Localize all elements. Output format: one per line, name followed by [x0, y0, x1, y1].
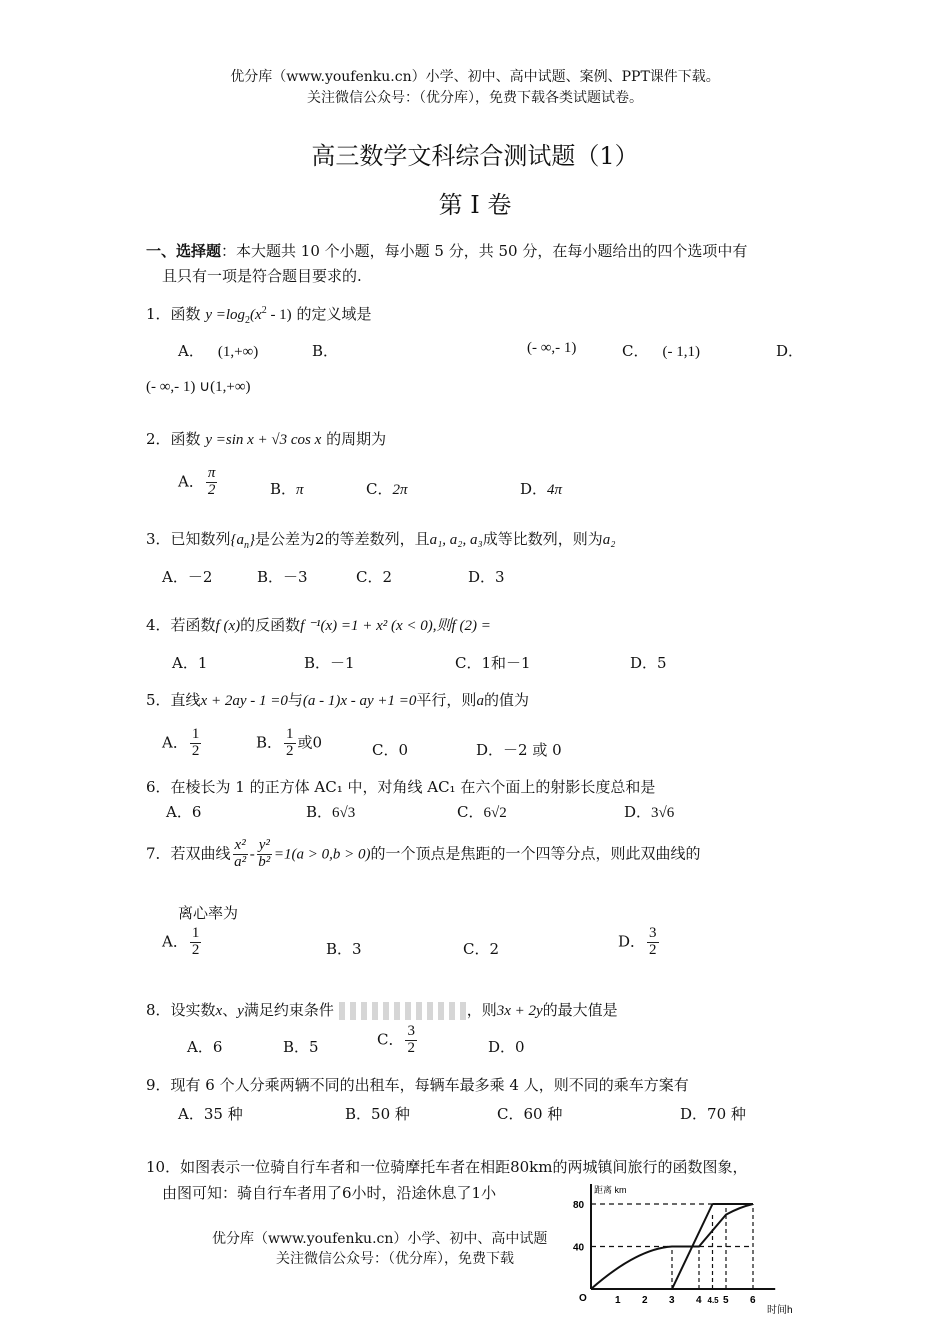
- q5-option-b[interactable]: B． $\frac{1}{2}$ 或0: [256, 726, 323, 759]
- header-line-2: 关注微信公众号：（优分库），免费下载各类试题试卷。: [307, 90, 643, 106]
- question-10-line-2: 由图可知：骑自行车者用了6小时，沿途休息了1小: [162, 1184, 497, 1202]
- x-tick-label: 4.5: [707, 1296, 719, 1305]
- x-tick-label: 2: [642, 1295, 648, 1306]
- q1-expr3: - 1): [266, 307, 292, 323]
- x-tick-label: 4: [696, 1295, 702, 1306]
- q1-option-a[interactable]: A． (1,+∞): [178, 342, 259, 360]
- footer-line-2: 关注微信公众号：（优分库），免费下载: [276, 1251, 514, 1267]
- q2-option-d[interactable]: D．4π: [520, 480, 563, 498]
- q6-option-b[interactable]: B．6√3: [306, 803, 356, 821]
- q9-option-c[interactable]: C．60 种: [497, 1105, 563, 1123]
- question-1: [146, 303, 371, 326]
- q3-option-c[interactable]: C．2: [356, 568, 393, 586]
- q9-option-a[interactable]: A．35 种: [178, 1105, 243, 1123]
- q1-tail: 的定义域是: [296, 305, 372, 323]
- q2-option-b[interactable]: B．π: [270, 480, 304, 498]
- footer-line-1: 优分库（www.youfenku.cn）小学、初中、高中试题: [212, 1231, 548, 1247]
- q1-option-b[interactable]: B．: [312, 342, 339, 360]
- q8-option-d[interactable]: D．0: [488, 1038, 525, 1056]
- q7-option-a[interactable]: A． $\frac{1}{2}$: [162, 925, 200, 958]
- y-tick-label: 40: [573, 1242, 585, 1254]
- x-tick-label: 1: [615, 1295, 621, 1306]
- x-tick-label: 6: [750, 1295, 756, 1306]
- question-7: 7．若双曲线 $\frac{\text{x²}}{\text{a²}}$ - $\frac{\text{y²}}{\text{b²}}$ =1(a > 0,b > 0)的一个顶点是焦距的一个四等分点，则此双曲线的: [146, 837, 701, 870]
- header-line-1: 优分库（www.youfenku.cn）小学、初中、高中试题、案例、PPT课件下载。: [230, 69, 720, 85]
- q6-option-c[interactable]: C．6√2: [457, 803, 507, 821]
- question-9: 9．现有 6 个人分乘两辆不同的出租车，每辆车最多乘 4 人，则不同的乘车方案有: [146, 1076, 689, 1094]
- question-10: 10．如图表示一位骑自行车者和一位骑摩托车者在相距80km的两城镇间旅行的函数图象，: [146, 1158, 748, 1176]
- y-axis-label: 距离 km: [594, 1185, 627, 1195]
- q1-option-b-value: (- ∞,- 1): [527, 340, 577, 356]
- q6-option-a[interactable]: A．6: [166, 803, 202, 821]
- page-title: 高三数学文科综合测试题（1）: [311, 142, 639, 170]
- section-instructions: ：本大题共 10 个小题，每小题 5 分，共 50 分，在每小题给出的四个选项中有: [221, 242, 748, 260]
- q1-option-d[interactable]: D．: [776, 342, 804, 360]
- distance-time-chart: [560, 1178, 810, 1318]
- q1-sub: 2: [245, 315, 251, 326]
- q7-option-d[interactable]: D． $\frac{3}{2}$: [618, 925, 657, 958]
- section-instructions-2: 且只有一项是符合题目要求的.: [162, 267, 362, 285]
- question-5: 5．直线x + 2ay - 1 =0与(a - 1)x - ay +1 =0平行，则a的值为: [146, 691, 529, 709]
- q7-continuation: 离心率为: [178, 904, 239, 922]
- q6-option-d[interactable]: D．3√6: [624, 803, 675, 821]
- q2-option-a[interactable]: A． $\frac{\pi}{2}$: [178, 465, 216, 498]
- question-4: 4．若函数f (x)的反函数f ⁻¹(x) =1 + x² (x < 0),则f (2) =: [146, 616, 491, 634]
- question-3: 3．已知数列$\{a_n\}$是公差为2的等差数列，且a₁, a₂, a₃成等比数列，则为a₂: [146, 530, 616, 551]
- q1-option-d-value: (- ∞,- 1) ∪(1,+∞): [146, 379, 251, 395]
- q1-option-c[interactable]: C． (- 1,1): [622, 342, 700, 360]
- q8-option-b[interactable]: B．5: [283, 1038, 319, 1056]
- q5-option-c[interactable]: C．0: [372, 741, 409, 759]
- q2-option-c[interactable]: C．2π: [366, 480, 408, 498]
- q2-expr: y =sin x + √3 cos x: [205, 432, 322, 448]
- q4-option-d[interactable]: D．5: [630, 654, 667, 672]
- q3-option-b[interactable]: B．－3: [257, 568, 308, 586]
- x-tick-label: 3: [669, 1295, 675, 1306]
- q7-option-c[interactable]: C．2: [463, 940, 500, 958]
- constraint-image-icon: [339, 1002, 467, 1020]
- q4-option-a[interactable]: A．1: [172, 654, 208, 672]
- y-tick-label: 80: [573, 1200, 585, 1211]
- x-axis-label: 时间h: [767, 1305, 793, 1316]
- q8-option-a[interactable]: A．6: [187, 1038, 223, 1056]
- q9-option-d[interactable]: D．70 种: [680, 1105, 746, 1123]
- section-label: 一、选择题: [146, 242, 222, 260]
- q1-expr2: (x: [250, 307, 262, 323]
- q5-option-d[interactable]: D．－2 或 0: [476, 741, 562, 759]
- section-heading: [146, 240, 747, 261]
- question-8: 8．设实数x、y满足约束条件 ，则3x + 2y的最大值是: [146, 1001, 618, 1019]
- q1-expr: y =log: [205, 307, 246, 323]
- q3-option-d[interactable]: D．3: [468, 568, 505, 586]
- q3-option-a[interactable]: A．－2: [162, 568, 213, 586]
- origin-label: O: [579, 1293, 587, 1304]
- q4-option-c[interactable]: C．1和－1: [455, 654, 531, 672]
- volume-title: 第 I 卷: [438, 191, 512, 219]
- x-tick-label: 5: [723, 1295, 729, 1306]
- question-6: 6．在棱长为 1 的正方体 AC₁ 中，对角线 AC₁ 在六个面上的射影长度总和是: [146, 778, 656, 796]
- q1-number: 1．函数: [146, 305, 201, 323]
- q5-option-a[interactable]: A． $\frac{1}{2}$: [162, 726, 200, 759]
- q7-option-b[interactable]: B．3: [326, 940, 362, 958]
- q8-option-c[interactable]: C． $\frac{3}{2}$: [377, 1023, 415, 1056]
- q1-sup: 2: [261, 305, 267, 316]
- question-2: 2．函数 y =sin x + √3 cos x 的周期为: [146, 430, 387, 448]
- q9-option-b[interactable]: B．50 种: [345, 1105, 410, 1123]
- q4-option-b[interactable]: B．－1: [304, 654, 355, 672]
